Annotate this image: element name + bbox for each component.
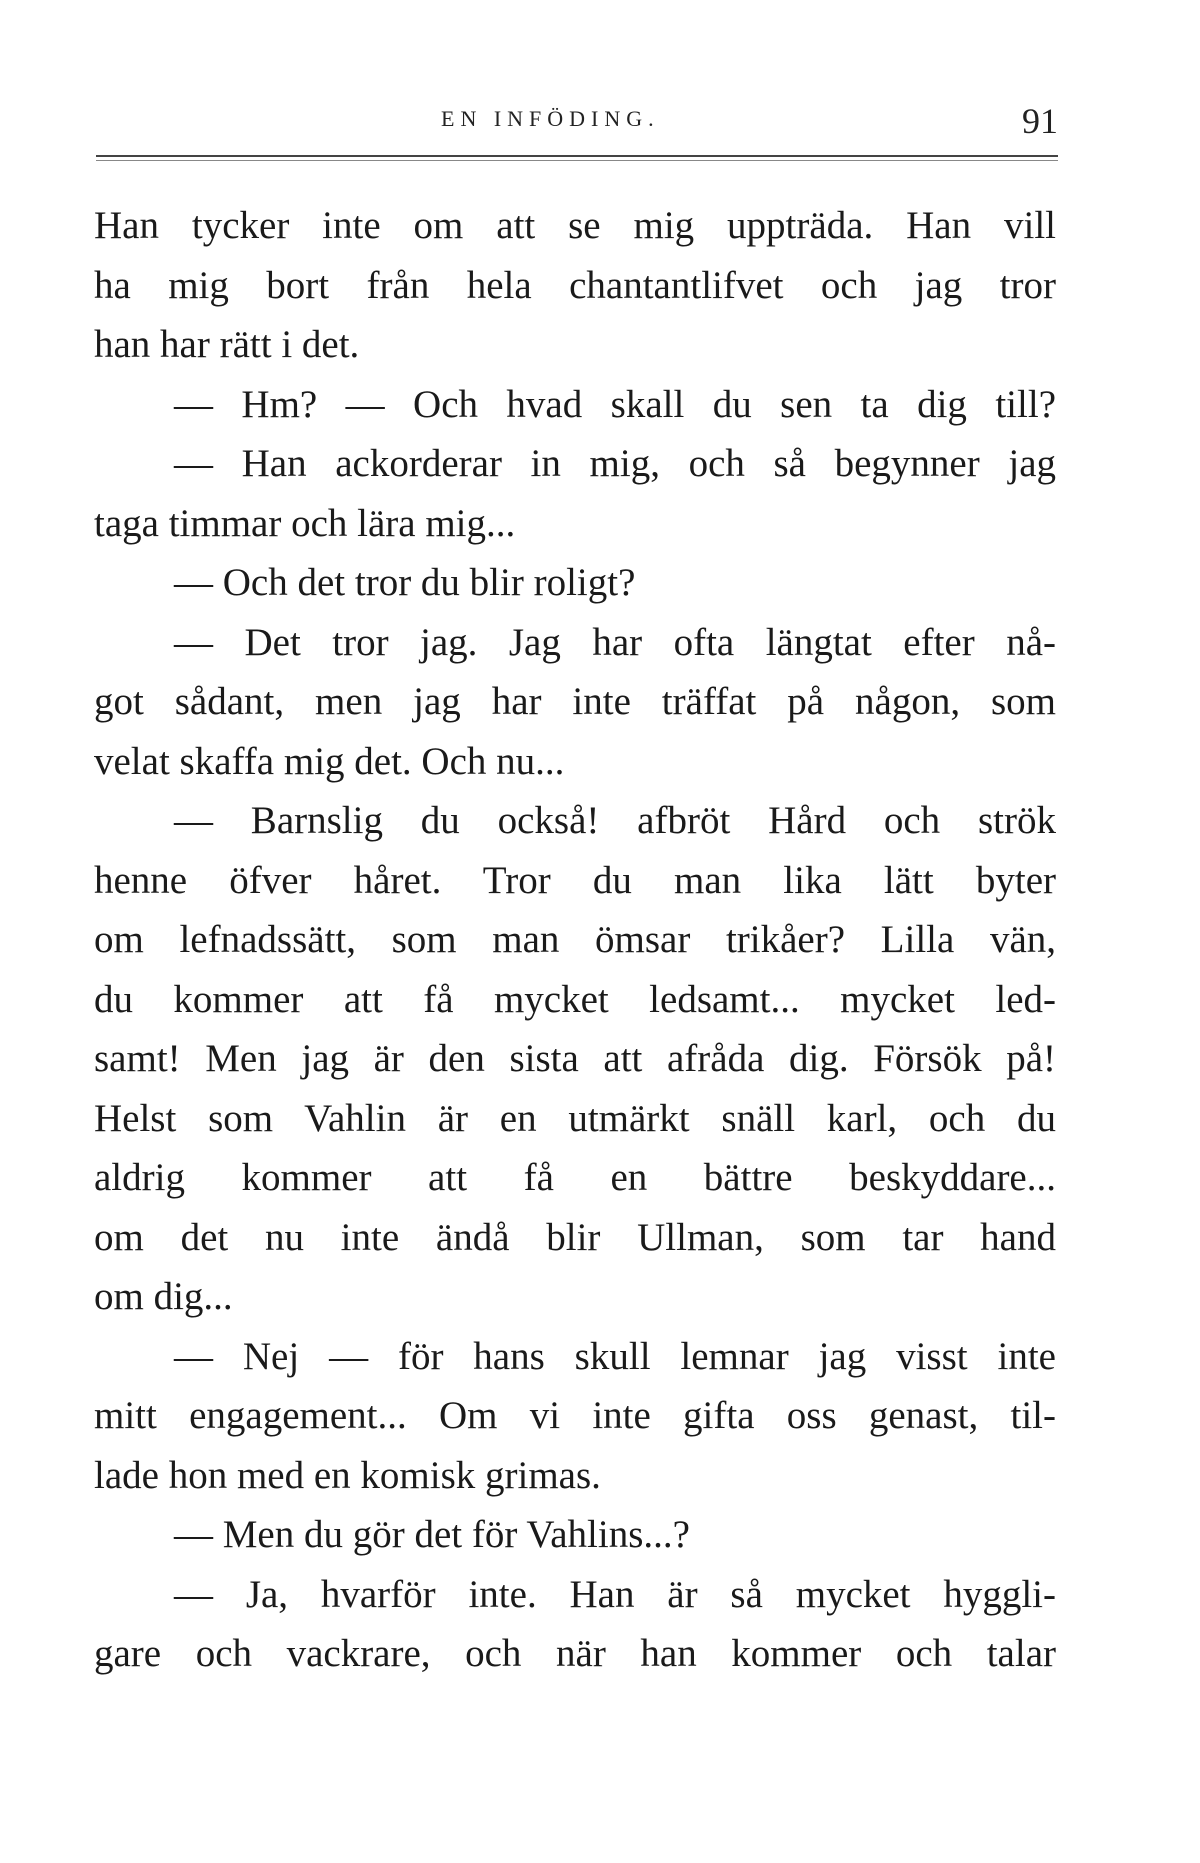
text-line: henne öfver håret. Tror du man lika lätt byter bbox=[94, 858, 1056, 902]
text-line: du kommer att få mycket ledsamt... mycket led- bbox=[94, 977, 1056, 1021]
text-line: gare och vackrare, och när han kommer och talar bbox=[94, 1632, 1056, 1675]
text-line: lade hon med en komisk grimas. bbox=[94, 1453, 601, 1497]
text-line: — Ja, hvarför inte. Han är så mycket hyggli- bbox=[174, 1572, 1056, 1616]
text-line: samt! Men jag är den sista att afråda dig. Försök på! bbox=[94, 1037, 1056, 1080]
text-line: — Och det tror du blir roligt? bbox=[174, 561, 636, 604]
text-line: — Nej — för hans skull lemnar jag visst inte bbox=[174, 1334, 1056, 1378]
text-line: han har rätt i det. bbox=[94, 323, 360, 366]
text-line: taga timmar och lära mig... bbox=[94, 501, 516, 545]
text-line: Helst som Vahlin är en utmärkt snäll karl, och du bbox=[94, 1096, 1056, 1140]
running-head: EN INFÖDING. bbox=[441, 106, 660, 131]
body-text bbox=[94, 196, 1056, 1684]
text-line: got sådant, men jag har inte träffat på någon, som bbox=[94, 680, 1056, 723]
text-line: — Hm? — Och hvad skall du sen ta dig till? bbox=[174, 382, 1056, 426]
page-header bbox=[96, 100, 1058, 150]
text-line: aldrig kommer att få en bättre beskyddare... bbox=[94, 1156, 1056, 1199]
text-line: om dig... bbox=[94, 1275, 233, 1318]
page-number: 91 bbox=[1022, 101, 1058, 141]
text-line: ha mig bort från hela chantantlifvet och jag tror bbox=[94, 263, 1056, 307]
header-rule-thin bbox=[96, 160, 1058, 161]
text-line: mitt engagement... Om vi inte gifta oss genast, til- bbox=[94, 1394, 1056, 1437]
header-rule bbox=[96, 155, 1058, 157]
text-line: — Men du gör det för Vahlins...? bbox=[174, 1513, 690, 1556]
text-line: — Barnslig du också! afbröt Hård och strök bbox=[174, 799, 1056, 842]
text-line: om det nu inte ändå blir Ullman, som tar hand bbox=[94, 1215, 1056, 1259]
text-line: om lefnadssätt, som man ömsar trikåer? Lilla vän, bbox=[94, 918, 1056, 961]
text-line: velat skaffa mig det. Och nu... bbox=[94, 739, 565, 783]
text-line: — Han ackorderar in mig, och så begynner jag bbox=[174, 442, 1056, 485]
text-line: — Det tror jag. Jag har ofta längtat efter nå- bbox=[174, 620, 1056, 664]
text-line: Han tycker inte om att se mig uppträda. Han vill bbox=[94, 204, 1056, 247]
